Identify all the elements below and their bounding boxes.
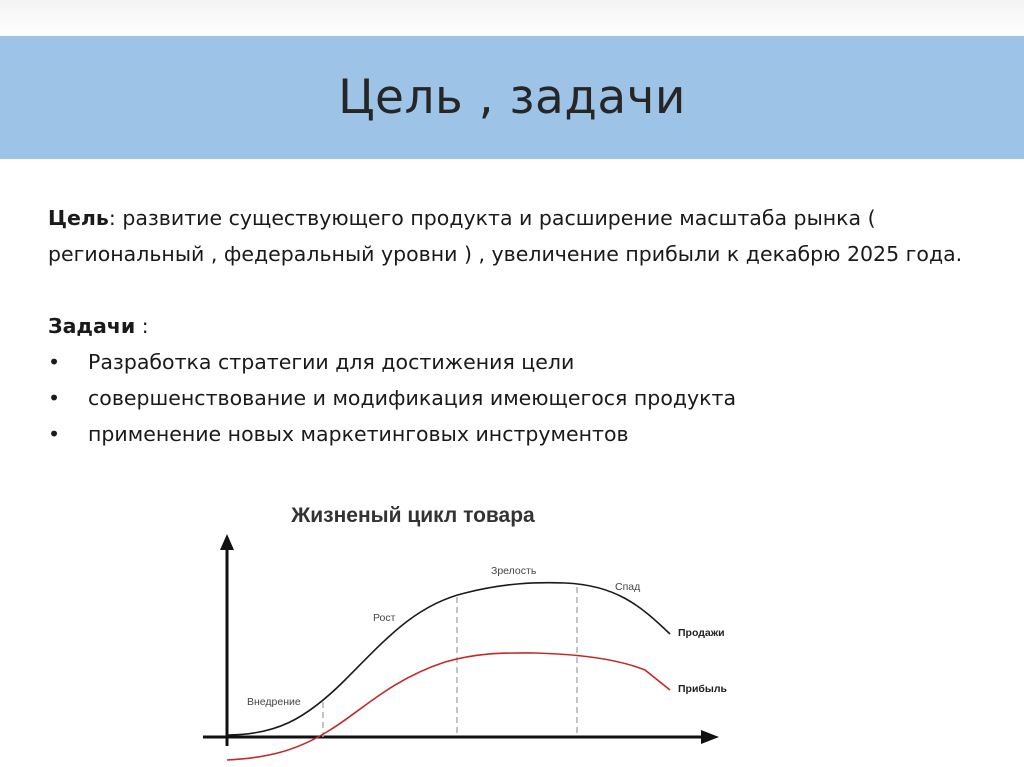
goal-text: : развитие существующего продукта и расширение масштаба рынка ( региональный , федеральный уровни ) , увеличение прибыли к декабрю 2025 года. — [48, 206, 963, 266]
task-item — [48, 416, 998, 452]
profit-label: Прибыль — [678, 683, 727, 695]
sales-label: Продажи — [678, 627, 725, 639]
spacer — [48, 272, 998, 308]
x-axis-arrow-icon — [701, 730, 719, 744]
tasks-suffix: : — [135, 314, 149, 338]
bullet-icon: • — [48, 386, 61, 410]
slide-top-shadow — [0, 0, 1024, 36]
stage-label: Рост — [373, 612, 396, 624]
bullet-icon: • — [48, 350, 61, 374]
task-item — [48, 380, 998, 416]
diagram-title: Жизненый цикл товара — [291, 504, 535, 527]
goal-paragraph — [48, 200, 998, 272]
tasks-label: Задачи — [48, 314, 136, 338]
slide-body — [48, 200, 998, 452]
slide-title: Цель , задачи — [338, 70, 686, 125]
axes — [203, 534, 719, 746]
stage-label: Спад — [615, 581, 641, 593]
task-text: применение новых маркетинговых инструментов — [88, 422, 629, 446]
goal-label: Цель — [48, 206, 109, 230]
task-text: совершенствование и модификация имеющегося продукта — [88, 386, 737, 410]
task-text: Разработка стратегии для достижения цели — [88, 350, 575, 374]
title-band — [0, 36, 1024, 159]
bullet-icon: • — [48, 422, 61, 446]
tasks-heading — [48, 308, 998, 344]
task-item — [48, 344, 998, 380]
tasks-list — [48, 344, 998, 452]
y-axis-arrow-icon — [220, 534, 234, 550]
lifecycle-diagram — [195, 490, 795, 767]
stage-dividers — [323, 587, 577, 737]
lifecycle-svg — [195, 490, 795, 767]
stage-label: Внедрение — [247, 696, 301, 708]
stage-label: Зрелость — [491, 565, 537, 577]
